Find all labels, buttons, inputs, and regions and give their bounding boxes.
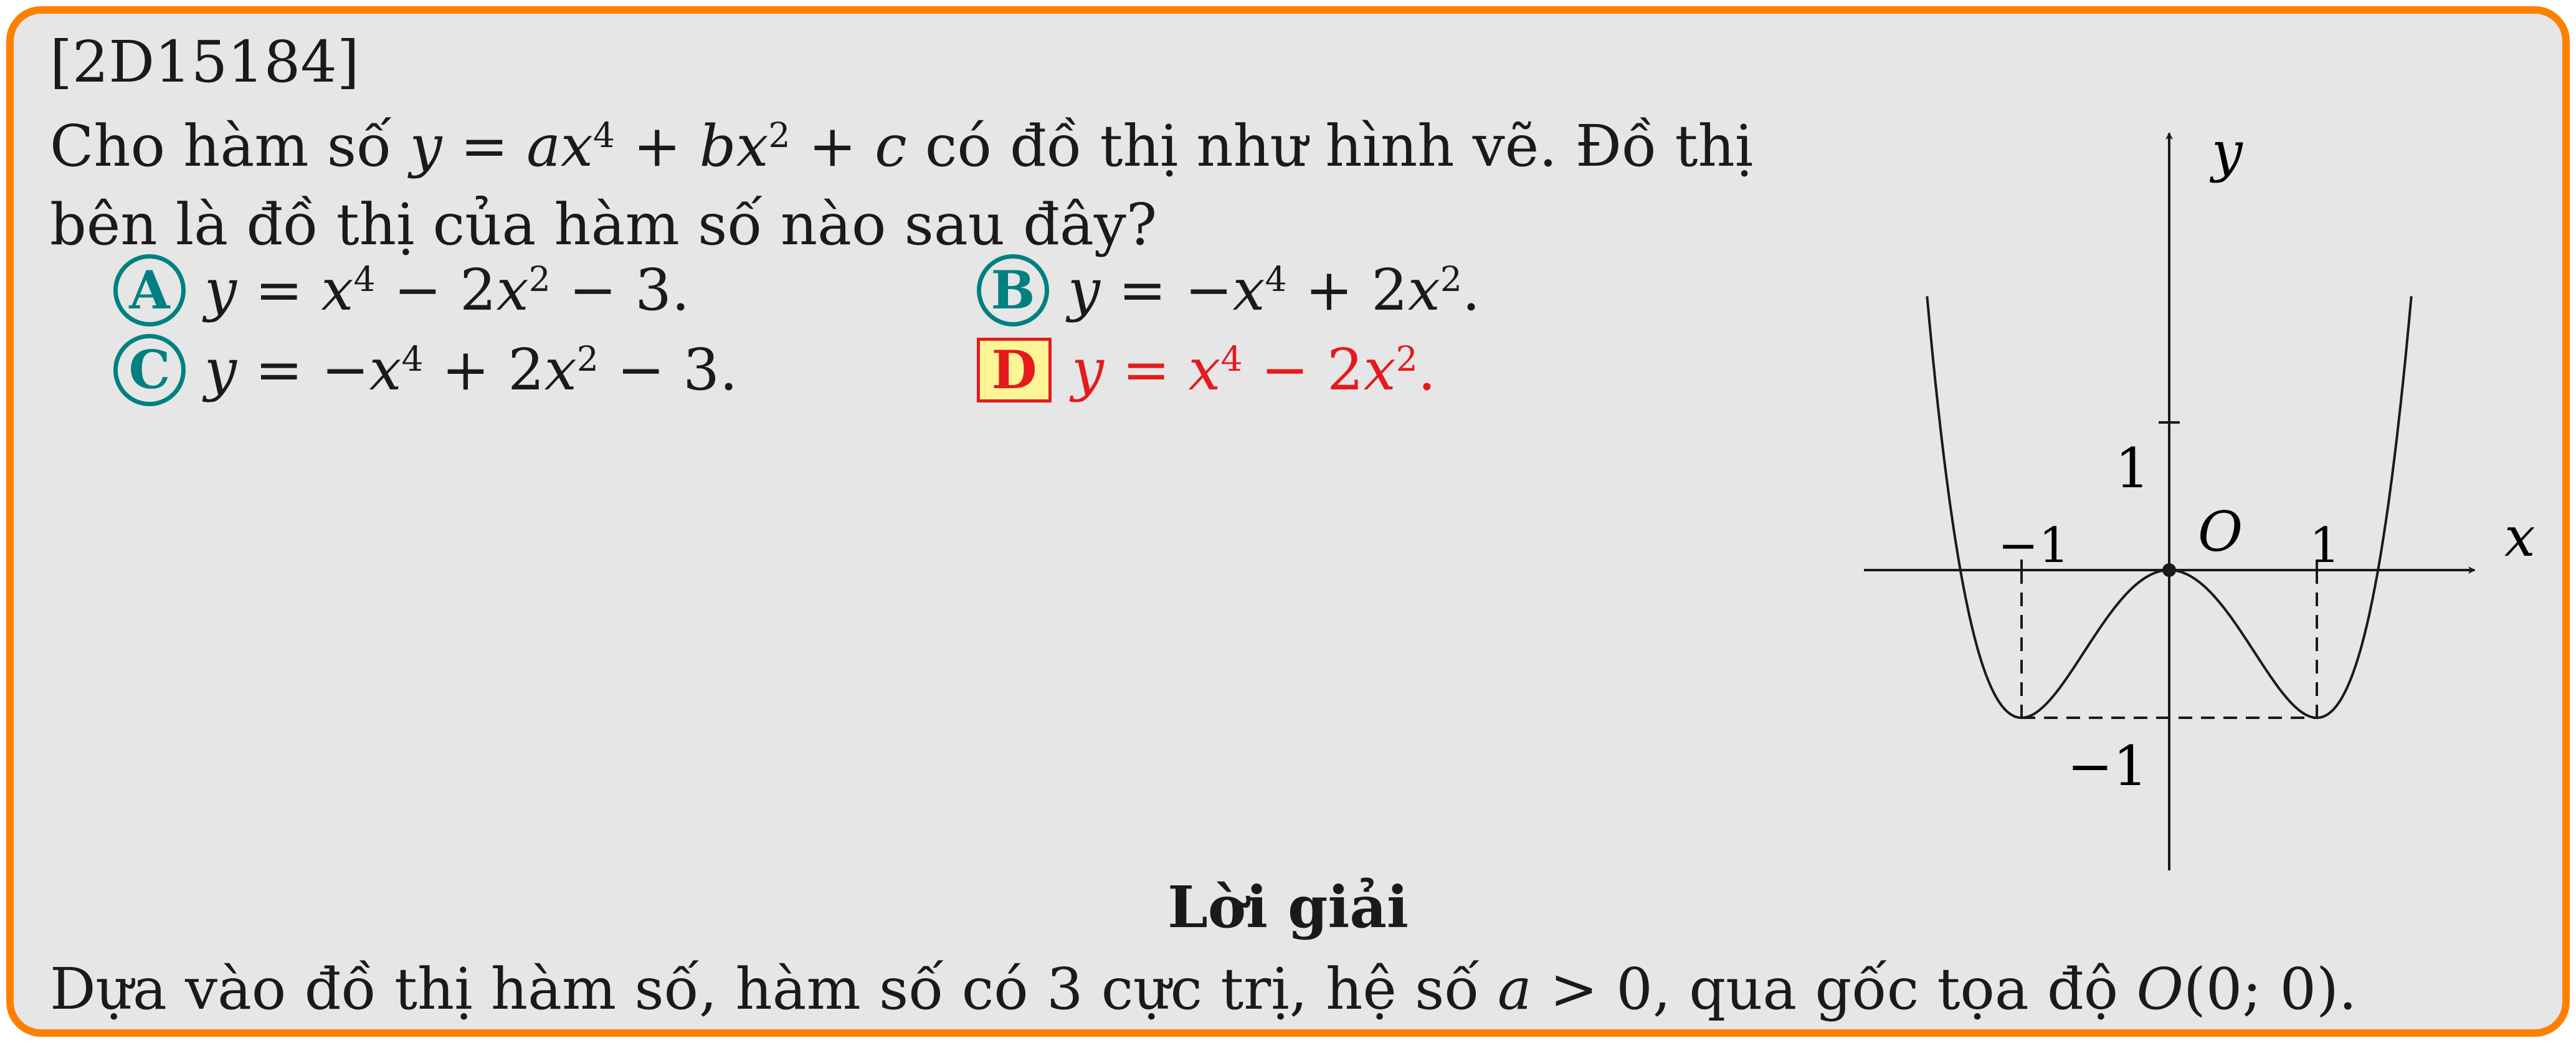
- option-a-letter: A: [113, 254, 186, 326]
- solution-text: [50, 956, 2357, 1022]
- option-c-text: $y = -x^4 + 2x^2 - 3$.: [204, 336, 738, 403]
- stem-text-1: Cho hàm số: [50, 113, 410, 179]
- tick-label-y-neg1: −1: [2067, 734, 2148, 798]
- tick-label-x-neg1: −1: [1998, 518, 2070, 574]
- option-b-text: $y = -x^4 + 2x^2$.: [1068, 257, 1481, 323]
- stem-text-2: có đồ thị như hình vẽ. Đồ thị bên là đồ thị của hàm số nào sau đây?: [50, 113, 1754, 258]
- option-b-letter: B: [977, 254, 1049, 326]
- solution-text-2: , qua gốc tọa độ: [1652, 956, 2137, 1022]
- tick-label-y-1: 1: [2115, 436, 2150, 500]
- question-stem: [50, 107, 1832, 264]
- x-axis-label: x: [2504, 505, 2536, 569]
- option-a[interactable]: [113, 254, 690, 326]
- option-d[interactable]: [977, 338, 1436, 402]
- origin-label: O: [2198, 500, 2243, 564]
- option-c[interactable]: [113, 334, 738, 406]
- tick-label-x-1: 1: [2309, 518, 2341, 574]
- solution-text-1: Dựa vào đồ thị hàm số, hàm số có 3 cực trị, hệ số: [50, 956, 1498, 1022]
- option-a-text: $y = x^4 - 2x^2 - 3$.: [204, 257, 690, 323]
- y-axis-label: y: [2212, 120, 2243, 184]
- option-d-text: $y = x^4 - 2x^2$.: [1072, 336, 1436, 403]
- solution-condition: a > 0: [1497, 956, 1653, 1022]
- origin-point: [2162, 563, 2176, 577]
- question-card: [6, 6, 2570, 1037]
- stem-function: $y = ax^4 + bx^2 + c$: [409, 113, 907, 179]
- option-c-letter: C: [113, 334, 186, 406]
- question-id: [2D15184]: [50, 29, 359, 95]
- option-d-letter: D: [977, 338, 1052, 402]
- solution-origin: O(0; 0): [2136, 956, 2339, 1022]
- option-b[interactable]: [977, 254, 1480, 326]
- solution-text-3: .: [2338, 956, 2357, 1022]
- solution-title: Lời giải: [1167, 874, 1409, 941]
- function-graph: [1858, 120, 2543, 892]
